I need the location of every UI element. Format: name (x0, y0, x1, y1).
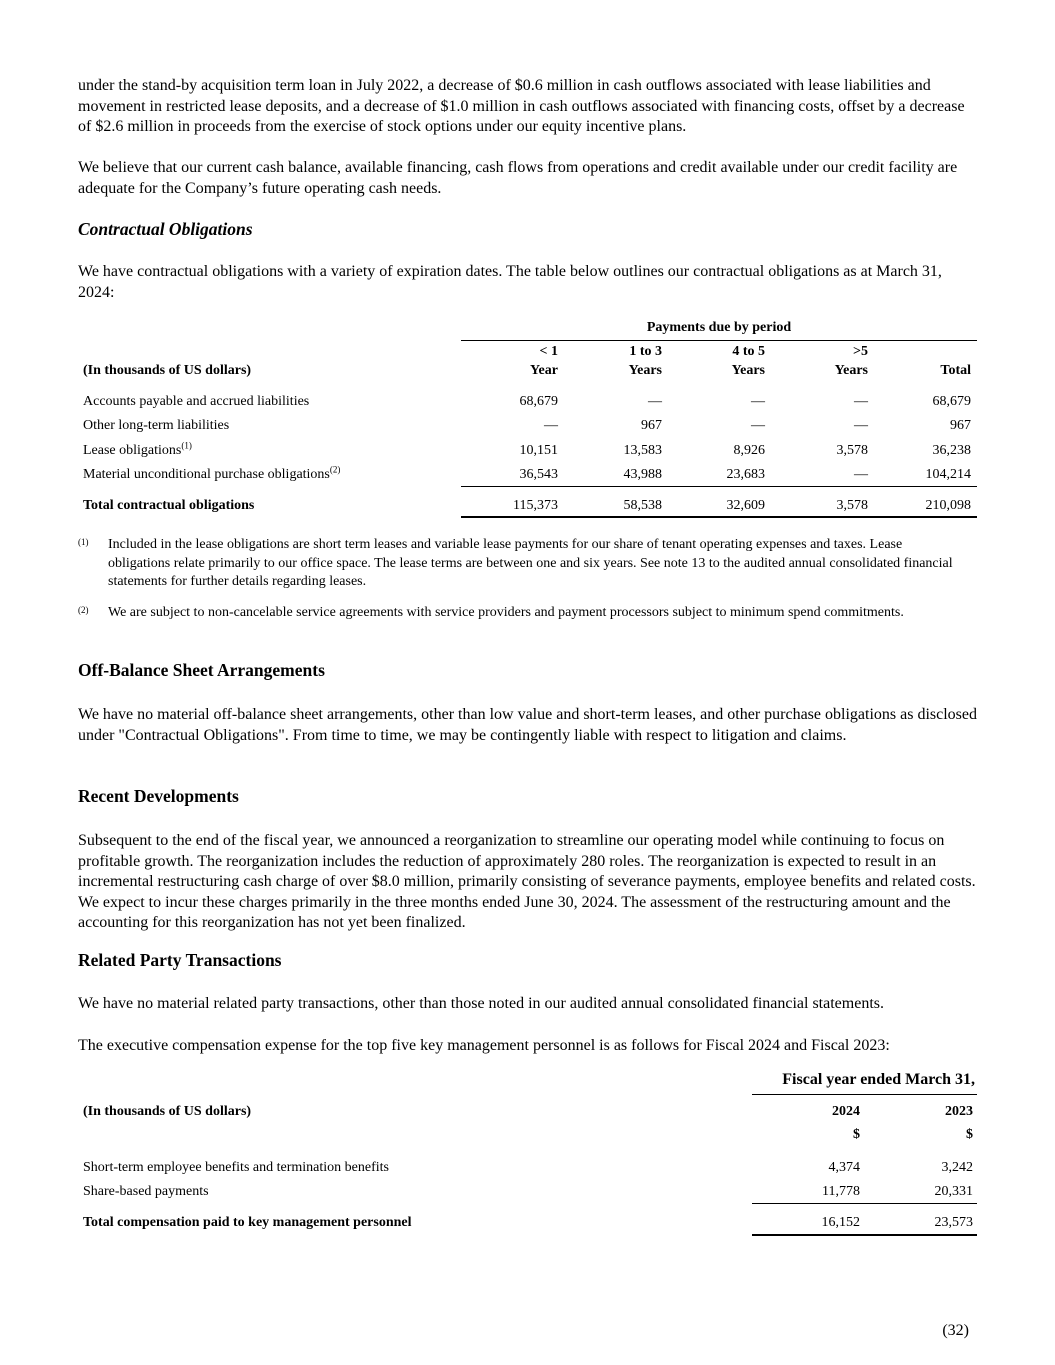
footnote-mark: (1) (78, 537, 89, 547)
row-label: Short-term employee benefits and termination benefits (83, 1160, 389, 1175)
off-balance-heading: Off-Balance Sheet Arrangements (78, 660, 325, 680)
cell-lt1: 10,151 (519, 443, 558, 458)
total-2024: 16,152 (821, 1215, 860, 1230)
recent-developments-paragraph: Subsequent to the end of the fiscal year, we announced a reorganization to streamline our operating model while continuing to focus on profitable growth. The reorganization includes the reduction of approximately 280 roles. The reorganization is expected to result in an incremental restructuring cash charge of over $8.0 million, primarily consisting of severance payments, employee benefits and related costs. We expect to incur these charges primarily in the three months ended June 30, 2024. The assessment of the restructuring amount and the accounting for this reorganization has not yet been finalized. (78, 832, 976, 931)
cell-2024: 4,374 (828, 1160, 860, 1175)
col-lt1-line1: < 1 (539, 344, 558, 359)
table-row (78, 418, 977, 438)
currency-row (78, 1127, 977, 1147)
total-total: 210,098 (925, 498, 971, 513)
cell-total: 36,238 (932, 443, 971, 458)
column-header-line-2 (78, 363, 977, 383)
table-row (78, 1184, 977, 1204)
footnote-text: Included in the lease obligations are short term leases and variable lease payments for our share of tenant operating expenses and taxes. Lease obligations relate primarily to our office space. The lease terms are between one and six years. See note 13 to the audited annual consolidated financial statements for further details regarding leases. (108, 537, 953, 589)
cell-4to5: 23,683 (726, 467, 765, 482)
intro-paragraph-2: We believe that our current cash balance, available financing, cash flows from operations and credit available under our credit facility are adequate for the Company’s future operating cash needs. (78, 159, 958, 197)
cell-lt1: 36,543 (519, 467, 558, 482)
row-label: Other long-term liabilities (83, 418, 230, 433)
cell-total: 967 (950, 418, 971, 433)
col-4to5-line2: Years (731, 363, 765, 378)
total-row (78, 498, 977, 518)
payments-due-group-header: Payments due by period (646, 320, 792, 335)
table-row (78, 394, 977, 414)
footnote-text: We are subject to non-cancelable service agreements with service providers and payment processors subject to minimum spend commitments. (108, 605, 904, 620)
cell-total: 104,214 (925, 467, 971, 482)
row-label: Share-based payments (83, 1184, 209, 1199)
cell-total: 68,679 (932, 394, 971, 409)
unit-label: (In thousands of US dollars) (83, 363, 252, 378)
fiscal-year-group-header: Fiscal year ended March 31, (782, 1071, 975, 1088)
cell-2023: 20,331 (934, 1184, 973, 1199)
col-1to3-line2: Years (628, 363, 662, 378)
footnote-2 (78, 604, 958, 642)
cell-1to3: — (648, 394, 662, 409)
related-party-paragraph-1: We have no material related party transactions, other than those noted in our audited annual consolidated financial statements. (78, 995, 884, 1012)
intro-paragraph-1: under the stand-by acquisition term loan in July 2022, a decrease of $0.6 million in cash outflows associated with lease liabilities and movement in restricted lease deposits, and a decrease of $1.0 million in cash outflows associated with financing costs, offset by a decrease of $2.6 million in proceeds from the exercise of stock options under our equity incentive plans. (78, 77, 965, 135)
row-label: Accounts payable and accrued liabilities (83, 394, 310, 409)
currency-2024: $ (853, 1127, 860, 1142)
col-1to3-line1: 1 to 3 (629, 344, 662, 359)
footnote-ref: (1) (181, 440, 192, 451)
cell-gt5: — (854, 467, 868, 482)
col-2024: 2024 (832, 1104, 860, 1119)
total-label: Total contractual obligations (83, 498, 255, 513)
col-2023: 2023 (945, 1104, 973, 1119)
footnote-ref: (2) (329, 464, 341, 475)
unit-label: (In thousands of US dollars) (83, 1104, 252, 1119)
cell-4to5: — (751, 418, 765, 433)
total-row (78, 1215, 977, 1235)
contractual-obligations-paragraph: We have contractual obligations with a variety of expiration dates. The table below outlines our contractual obligations as at March 31, 2024: (78, 263, 942, 301)
col-total: Total (940, 363, 971, 378)
total-bottom-rule (461, 516, 977, 518)
cell-1to3: 967 (641, 418, 662, 433)
cell-2023: 3,242 (941, 1160, 973, 1175)
footnote-mark: (2) (78, 605, 89, 615)
total-bottom-rule (752, 1234, 977, 1236)
cell-1to3: 43,988 (623, 467, 662, 482)
column-header-line-1 (78, 344, 977, 364)
row-label-text: Lease obligations (83, 443, 182, 458)
total-1to3: 58,538 (623, 498, 662, 513)
cell-lt1: 68,679 (519, 394, 558, 409)
cell-4to5: — (751, 394, 765, 409)
col-gt5-line2: Years (834, 363, 868, 378)
related-party-paragraph-2: The executive compensation expense for the top five key management personnel is as follows for Fiscal 2024 and Fiscal 2023: (78, 1037, 890, 1054)
row-label (83, 464, 341, 483)
row-label (83, 440, 192, 459)
table-row (78, 440, 977, 463)
total-gt5: 3,578 (836, 498, 868, 513)
cell-4to5: 8,926 (733, 443, 765, 458)
group-header-rule (752, 1094, 977, 1095)
table-row (78, 1160, 977, 1180)
currency-2023: $ (966, 1127, 973, 1142)
cell-lt1: — (544, 418, 558, 433)
group-header-rule (461, 340, 977, 341)
cell-gt5: 3,578 (836, 443, 868, 458)
total-2023: 23,573 (934, 1215, 973, 1230)
total-lt1: 115,373 (513, 498, 558, 513)
row-label-text: Material unconditional purchase obligations (83, 467, 330, 482)
contractual-obligations-heading: Contractual Obligations (78, 219, 253, 239)
total-top-rule (461, 486, 977, 487)
cell-2024: 11,778 (822, 1184, 860, 1199)
total-label: Total compensation paid to key management personnel (83, 1215, 412, 1230)
cell-gt5: — (854, 394, 868, 409)
col-lt1-line2: Year (530, 363, 558, 378)
footnote-1 (78, 536, 958, 592)
cell-1to3: 13,583 (623, 443, 662, 458)
year-header-row (78, 1104, 977, 1124)
page-number: (32) (942, 1322, 969, 1339)
recent-developments-heading: Recent Developments (78, 786, 239, 806)
col-4to5-line1: 4 to 5 (732, 344, 765, 359)
col-gt5-line1: >5 (853, 344, 868, 359)
off-balance-paragraph: We have no material off-balance sheet arrangements, other than low value and short-term leases, and other purchase obligations as disclosed under "Contractual Obligations". From time to time, we may be contingently liable with respect to litigation and claims. (78, 706, 977, 744)
total-top-rule (752, 1203, 977, 1204)
total-4to5: 32,609 (726, 498, 765, 513)
related-party-heading: Related Party Transactions (78, 950, 282, 970)
table-row (78, 464, 977, 487)
cell-gt5: — (854, 418, 868, 433)
